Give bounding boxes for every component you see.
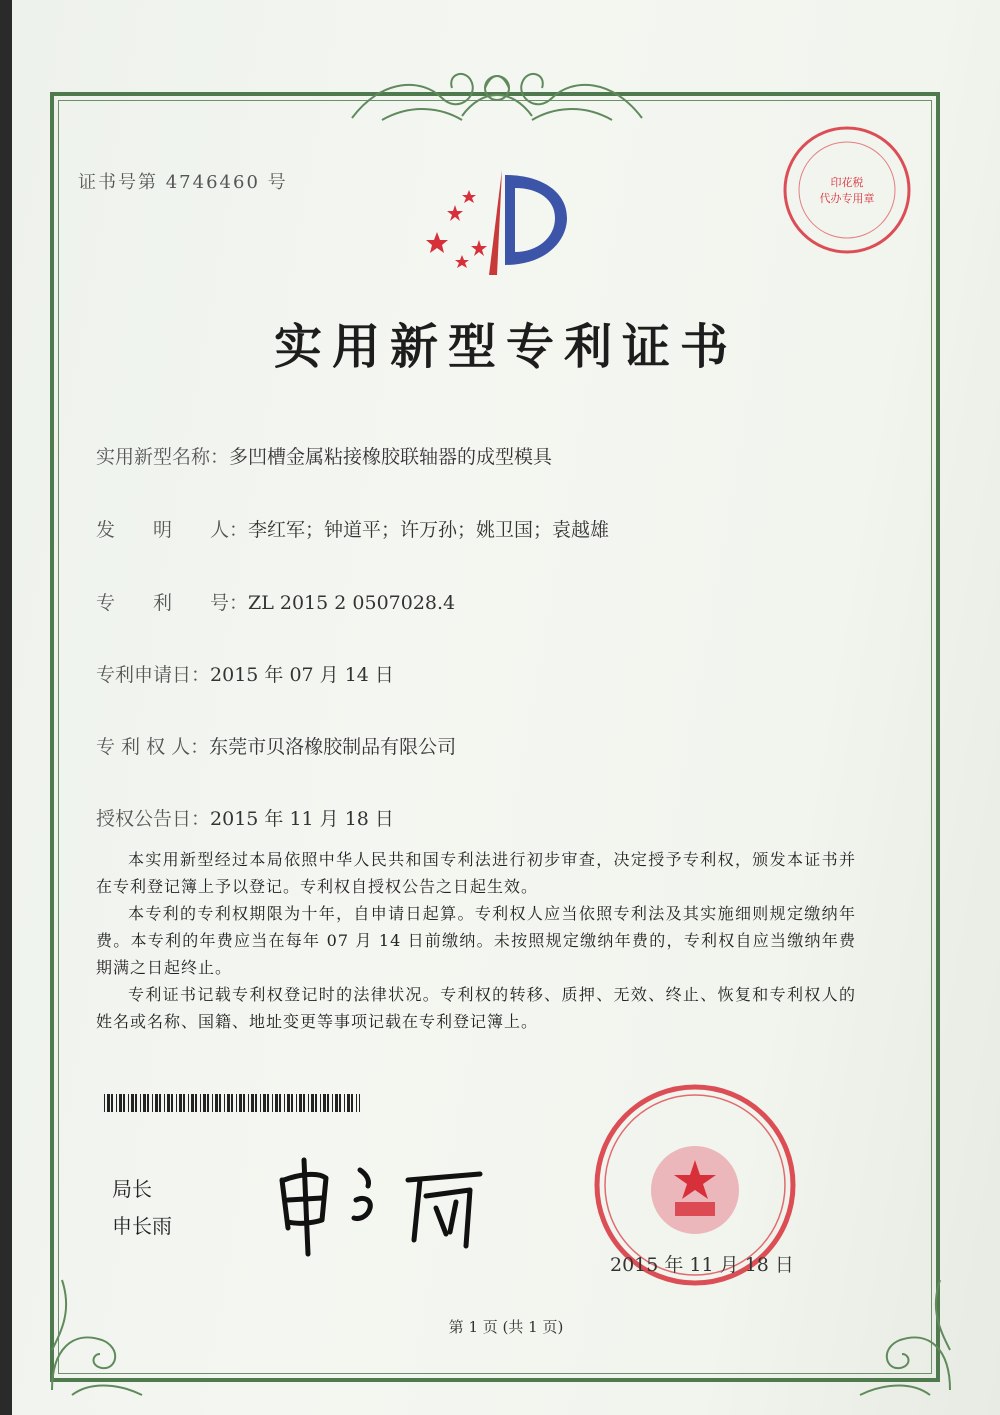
director-name: 申长雨 xyxy=(112,1214,172,1238)
utility-model-name-label: 实用新型名称： xyxy=(96,446,230,468)
director-signature xyxy=(270,1150,500,1260)
patent-number-label: 专 利 号： xyxy=(96,592,249,614)
application-date-label: 专利申请日： xyxy=(96,664,211,686)
certificate-body-text xyxy=(96,846,856,1035)
body-paragraph: 本实用新型经过本局依照中华人民共和国专利法进行初步审查，决定授予专利权，颁发本证书并在专利登记簿上予以登记。专利权自授权公告之日起生效。 xyxy=(96,850,856,896)
seal-date: 2015 年 11 月 18 日 xyxy=(610,1254,794,1276)
director-title: 局长 xyxy=(112,1177,152,1201)
certificate-number-suffix: 号 xyxy=(267,172,288,193)
utility-model-name-value: 多凹槽金属粘接橡胶联轴器的成型模具 xyxy=(229,446,553,468)
certificate-title: 实用新型专利证书 xyxy=(273,319,738,375)
certificate-number xyxy=(78,168,288,194)
inventor-row xyxy=(96,515,609,542)
certificate-number-value: 4746460 xyxy=(165,172,260,193)
application-date-row xyxy=(96,660,394,687)
page-footer: 第 1 页 (共 1 页) xyxy=(448,1318,564,1336)
top-ornament-icon xyxy=(342,58,652,124)
inventor-label: 发 明 人： xyxy=(96,519,249,541)
utility-model-name-row xyxy=(96,442,552,469)
inventor-value: 李红军；钟道平；许万孙；姚卫国；袁越雄 xyxy=(248,519,610,541)
body-paragraph: 本专利的专利权期限为十年，自申请日起算。专利权人应当依照专利法及其实施细则规定缴纳年费。本专利的年费应当在每年 07 月 14 日前缴纳。未按照规定缴纳年费的，专利权自应当缴纳年费期满之日起终止。 xyxy=(96,904,856,977)
svg-text:印花税: 印花税 xyxy=(830,176,864,189)
tax-stamp-seal xyxy=(777,120,917,260)
patent-holder-value: 东莞市贝洛橡胶制品有限公司 xyxy=(209,736,457,758)
certificate-number-label: 证书号第 xyxy=(78,172,158,193)
sipo-logo-icon xyxy=(417,160,577,280)
svg-text:代办专用章: 代办专用章 xyxy=(819,192,875,205)
barcode-icon xyxy=(104,1094,360,1112)
patent-holder-label: 专 利 权 人： xyxy=(96,736,210,758)
body-paragraph: 专利证书记载专利权登记时的法律状况。专利权的转移、质押、无效、终止、恢复和专利权人的姓名或名称、国籍、地址变更等事项记载在专利登记簿上。 xyxy=(96,985,856,1031)
grant-date-row xyxy=(96,804,394,831)
grant-date-label: 授权公告日： xyxy=(96,808,211,830)
grant-date-value: 2015 年 11 月 18 日 xyxy=(210,808,394,830)
application-date-value: 2015 年 07 月 14 日 xyxy=(210,664,394,686)
patent-number-row xyxy=(96,588,455,615)
patent-holder-row xyxy=(96,732,456,759)
certificate-page xyxy=(12,0,1000,1415)
patent-number-value: ZL 2015 2 0507028.4 xyxy=(248,592,456,614)
